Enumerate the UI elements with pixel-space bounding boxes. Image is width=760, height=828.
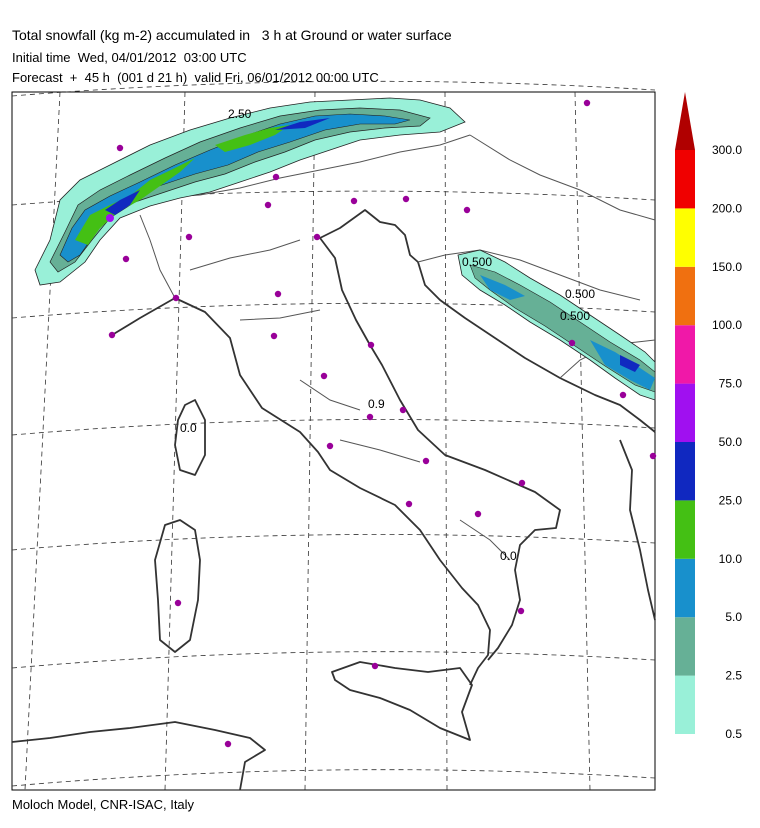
initial-time: Initial time Wed, 04/01/2012 03:00 UTC xyxy=(12,50,247,65)
map-title: Total snowfall (kg m-2) accumulated in 3 h at Ground or water surface xyxy=(12,27,452,43)
legend-swatch xyxy=(675,150,695,208)
legend-label: 5.0 xyxy=(725,610,742,625)
legend-label: 300.0 xyxy=(711,143,742,157)
legend-label: 0.5 xyxy=(725,727,742,741)
legend-label: 25.0 xyxy=(718,493,742,508)
legend-label: 50.0 xyxy=(718,435,742,449)
legend-swatch xyxy=(675,267,695,325)
legend-swatch xyxy=(675,384,695,442)
legend-swatch xyxy=(675,559,695,617)
legend-swatch xyxy=(675,617,695,675)
legend-swatch xyxy=(675,676,695,734)
model-credit: Moloch Model, CNR-ISAC, Italy xyxy=(12,797,195,812)
contour-label: 0.0 xyxy=(500,549,517,563)
color-legend xyxy=(675,92,742,741)
legend-swatch xyxy=(675,500,695,558)
legend-label: 75.0 xyxy=(718,376,742,391)
forecast-time: Forecast + 45 h (001 d 21 h) valid Fri, 06/01/2012 00:00 UTC xyxy=(12,70,379,85)
legend-swatch xyxy=(675,208,695,266)
legend-label: 200.0 xyxy=(711,201,742,216)
contour-label: 0.500 xyxy=(462,255,493,269)
contour-label: 0.500 xyxy=(565,287,596,301)
contour-label: 0.9 xyxy=(368,397,385,411)
legend-label: 150.0 xyxy=(711,259,742,274)
legend-label: 100.0 xyxy=(711,318,742,333)
legend-arrow xyxy=(675,92,695,150)
contour-label: 2.50 xyxy=(228,107,252,121)
legend-label: 2.5 xyxy=(725,668,742,683)
legend-swatch xyxy=(675,442,695,500)
legend-swatch xyxy=(675,325,695,383)
contour-label: 0.0 xyxy=(180,421,197,435)
contour-label: 0.500 xyxy=(560,309,591,323)
legend-label: 10.0 xyxy=(718,551,742,566)
